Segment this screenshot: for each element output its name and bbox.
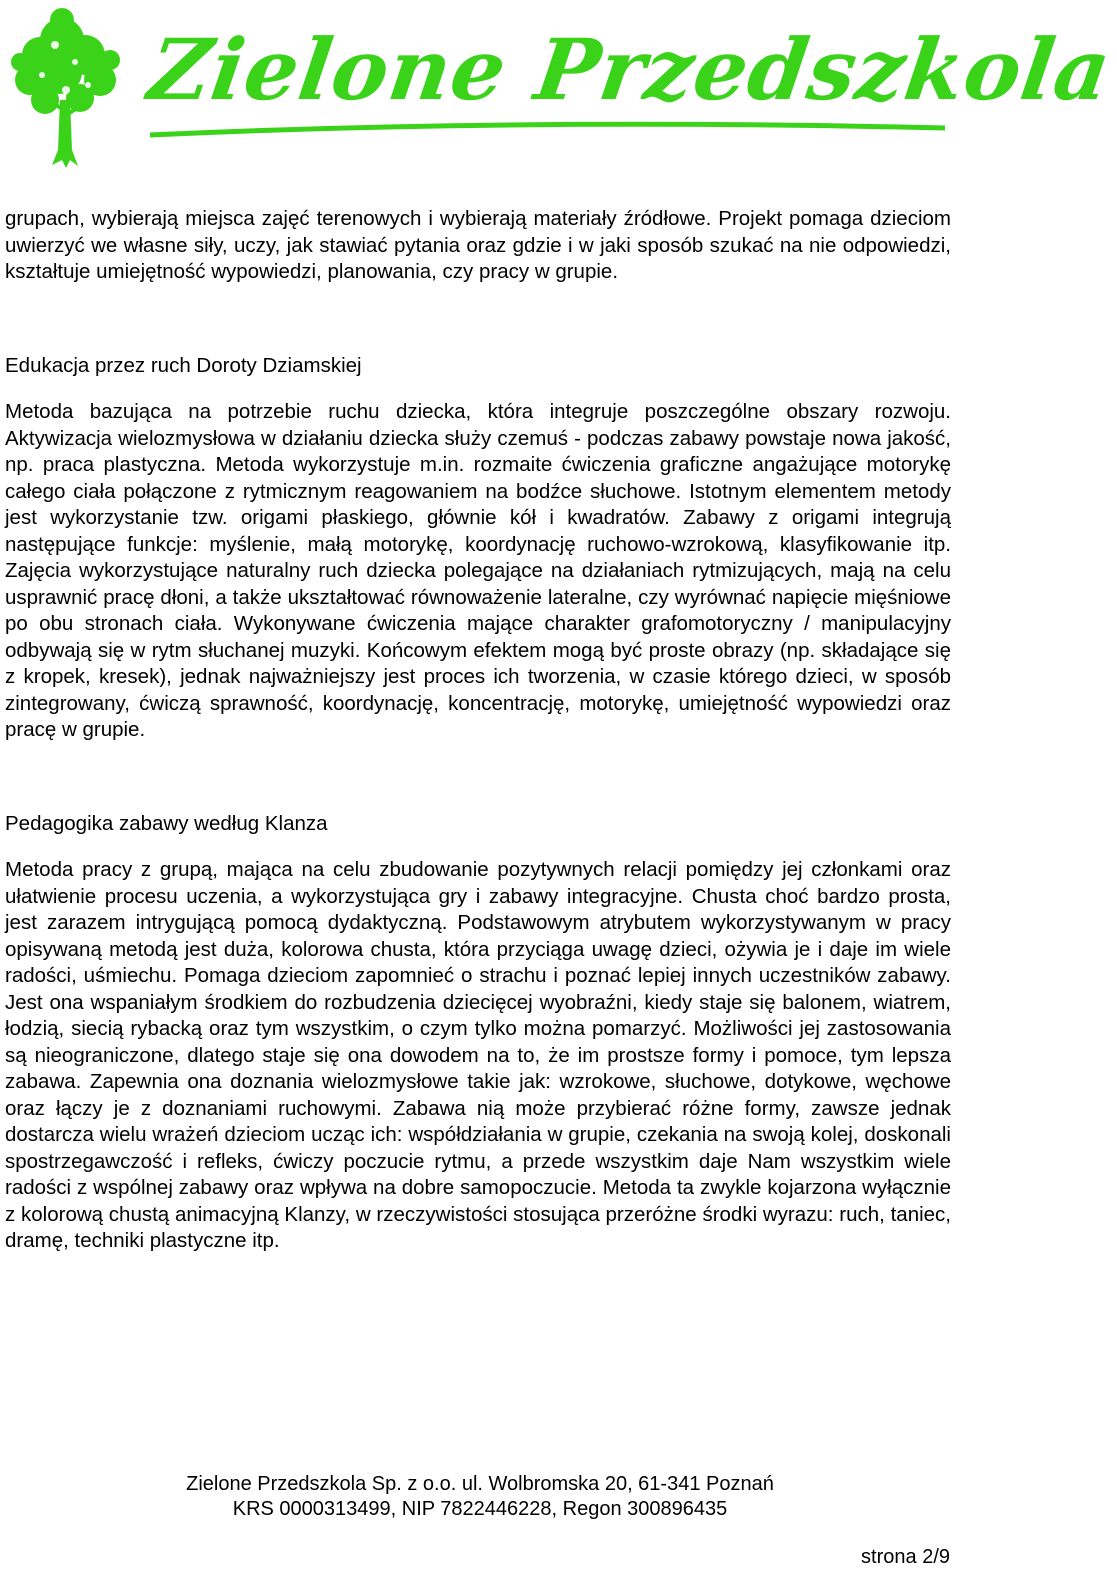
section-body-dziamska: Metoda bazująca na potrzebie ruchu dziecka, która integruje poszczególne obszary rozwoju. Aktywizacja wielozmysłowa w działaniu dziecka służy czemuś - podczas zabawy powstaje nowa jakość, np. praca plastyczna. Metoda wykorzystuje m.in. rozmaite ćwiczenia graficzne angażujące motorykę całego ciała połączone z rytmicznym reagowaniem na bodźce słuchowe. Istotnym elementem metody jest wykorzystanie tzw. origami płaskiego, głównie kół i kwadratów. Zabawy z origami integrują następujące funkcje: myślenie, małą motorykę, koordynację ruchowo-wzrokową, klasyfikowanie itp. Zajęcia wykorzystujące naturalny ruch dziecka polegające na działaniach rytmizujących, mają na celu usprawnić pracę dłoni, a także ukształtować równoważenie lateralne, czy wyrównać napięcie mięśniowe po obu stronach ciała. Wykonywane ćwiczenia mające charakter grafomotoryczny / manipulacyjny odbywają się w rytm słuchanej muzyki. Końcowym efektem mogą być proste obrazy (np. składające się z kropek, kresek), jednak najważniejszy jest proces ich tworzenia, w czasie którego dzieci, w sposób zintegrowany, ćwiczą sprawność, koordynację, koncentrację, motorykę, umiejętność wypowiedzi oraz pracę w grupie. — [5, 400, 951, 741]
logo-text: Zielone Przedszkola — [143, 20, 1117, 119]
section-body-klanza: Metoda pracy z grupą, mająca na celu zbudowanie pozytywnych relacji pomiędzy jej członkami oraz ułatwienie procesu uczenia, a wykorzystująca gry i zabawy integracyjne. Chusta choć bardzo prosta, jest zarazem intrygującą pomocą dydaktyczną. Podstawowym atrybutem wykorzystywanym w pracy opisywaną metodą jest duża, kolorowa chusta, która przyciąga uwagę dzieci, ożywia je i daje im wiele radości, uśmiechu. Pomaga dzieciom zapomnieć o strachu i poznać lepiej innych uczestników zabawy. Jest ona wspaniałym środkiem do rozbudzenia dziecięcej wyobraźni, kiedy staje się balonem, wiatrem, łodzią, siecią rybacką oraz tym wszystkim, o czym tylko można pomarzyć. Możliwości jej zastosowania są nieograniczone, dlatego staje się ona dowodem na to, że im prostsze formy i pomoce, tym lepsza zabawa. Zapewnia ona doznania wielozmysłowe takie jak: wzrokowe, słuchowe, dotykowe, węchowe oraz łączy je z doznaniami ruchowymi. Zabawa nią może przybierać różne formy, zawsze jednak dostarcza wielu wrażeń dzieciom ucząc ich: współdziałania w grupie, czekania na swoją kolej, doskonali spostrzegawczość i refleks, ćwiczy poczucie rytmu, a przede wszystkim daje Nam wszystkim wiele radości z wspólnej zabawy oraz wpływa na dobre samopoczucie. Metoda ta zwykle kojarzona wyłącznie z kolorową chustą animacyjną Klanzy, w rzeczywistości stosująca przeróżne środki wyrazu: ruch, taniec, dramę, techniki plastyczne itp. — [5, 858, 951, 1252]
page-number: strona 2/9 — [861, 1546, 950, 1568]
section-heading-klanza: Pedagogika zabawy według Klanza — [5, 811, 328, 835]
page-footer — [0, 1472, 960, 1522]
intro-paragraph: grupach, wybierają miejsca zajęć terenowych i wybierają materiały źródłowe. Projekt pomaga dzieciom uwierzyć we własne siły, uczy, jak stawiać pytania oraz gdzie i w jaki sposób szukać na nie odpowiedzi, kształtuje umiejętność wypowiedzi, planowania, czy pracy w grupie. — [5, 207, 951, 283]
section-heading-dziamska: Edukacja przez ruch Doroty Dziamskiej — [5, 353, 362, 377]
document-body — [5, 206, 951, 1255]
footer-address: Zielone Przedszkola Sp. z o.o. ul. Wolbromska 20, 61-341 Poznań — [186, 1473, 774, 1495]
page-header — [0, 0, 1117, 175]
footer-registry: KRS 0000313499, NIP 7822446228, Regon 300896435 — [232, 1498, 728, 1520]
